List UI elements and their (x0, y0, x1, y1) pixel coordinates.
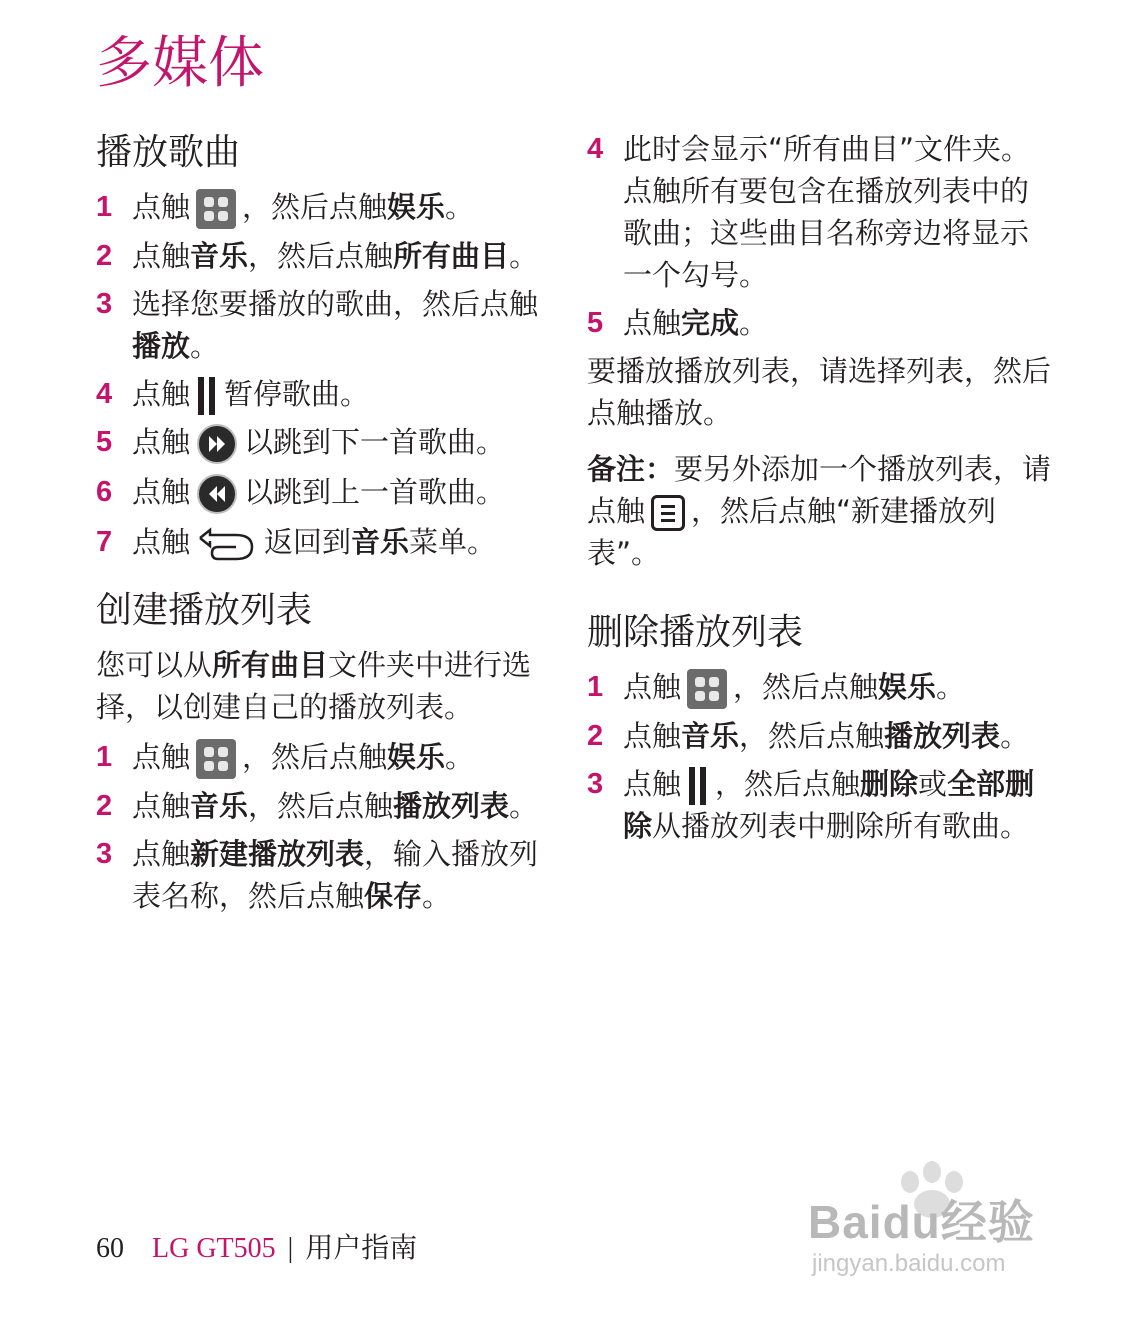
step-text: 或 (918, 767, 948, 801)
step-text: 以跳到下一首歌曲。 (244, 425, 506, 459)
step-text: 暂停歌曲。 (224, 377, 370, 411)
step-2 (96, 235, 566, 277)
note-text: 要另外添加一个播放列表，请点触 (587, 452, 1052, 528)
pause-icon (196, 377, 218, 415)
step-number: 5 (587, 307, 604, 339)
step-text: ，然后点触 (248, 789, 394, 823)
step-number: 1 (96, 741, 113, 773)
step-bold-text: 播放列表 (393, 789, 510, 823)
step-1 (96, 736, 566, 779)
watermark-logo: Baidu经验 (808, 1196, 1035, 1248)
step-text: 点触 (132, 740, 191, 774)
step-text: 。 (422, 879, 452, 913)
apps-grid-icon (196, 189, 236, 229)
step-text: ，然后点触 (715, 767, 861, 801)
right-column (587, 128, 1057, 853)
step-number: 4 (587, 133, 604, 165)
step-text: 点触 (623, 670, 682, 704)
apps-grid-icon (687, 669, 727, 709)
step-bold-text: 音乐 (190, 239, 249, 273)
step-text: 以跳到上一首歌曲。 (244, 475, 506, 509)
intro-bold-text: 所有曲目 (212, 648, 329, 682)
step-4 (587, 128, 1057, 296)
step-text: 。 (509, 239, 539, 273)
step-text: 点触 (132, 475, 191, 509)
step-text: 点触 (623, 767, 682, 801)
step-bold-text: 播放 (132, 329, 191, 363)
step-number: 2 (96, 790, 113, 822)
step-1 (587, 666, 1057, 709)
step-number: 1 (96, 191, 113, 223)
step-3 (587, 763, 1057, 847)
menu-icon (651, 495, 685, 531)
step-bold-text: 娱乐 (387, 190, 446, 224)
step-number: 5 (96, 426, 113, 458)
step-7 (96, 521, 566, 564)
back-icon (196, 524, 258, 564)
section-heading-create-playlist: 创建播放列表 (96, 590, 313, 631)
watermark-url: jingyan.baidu.com (812, 1250, 1006, 1277)
note-text: ，然后点触“新建播放列表”。 (587, 494, 997, 570)
step-text: 点触 (132, 837, 191, 871)
step-bold-text: 娱乐 (387, 740, 446, 774)
step-bold-text: 音乐 (681, 719, 740, 753)
step-1 (96, 186, 566, 229)
step-text: 点触 (132, 377, 191, 411)
step-bold-text: 娱乐 (878, 670, 937, 704)
step-text: 点触 (623, 719, 682, 753)
step-text: 此时会显示“所有曲目”文件夹。 点触所有要包含在播放列表中的歌曲；这些曲目名称旁边将显示一个勾号。 (623, 132, 1031, 292)
apps-grid-icon (196, 739, 236, 779)
step-bold-text: 音乐 (351, 525, 410, 559)
step-text: 。 (739, 306, 769, 340)
section-heading-play-songs: 播放歌曲 (96, 132, 241, 173)
step-number: 3 (587, 768, 604, 800)
step-bold-text: 全部删除 (623, 767, 1035, 843)
step-number: 3 (96, 838, 113, 870)
step-3 (96, 283, 566, 367)
step-number: 3 (96, 288, 113, 320)
step-number: 7 (96, 526, 113, 558)
step-text: 。 (445, 740, 475, 774)
step-bold-text: 完成 (681, 306, 740, 340)
step-bold-text: 保存 (364, 879, 423, 913)
step-text: ，然后点触 (739, 719, 885, 753)
step-text: 。 (445, 190, 475, 224)
step-text: 。 (1000, 719, 1030, 753)
previous-track-icon (196, 473, 238, 515)
step-bold-text: 所有曲目 (393, 239, 510, 273)
step-text: 点触 (132, 525, 191, 559)
step-bold-text: 删除 (860, 767, 919, 801)
step-number: 4 (96, 378, 113, 410)
section-heading-delete-playlist: 删除播放列表 (587, 612, 804, 653)
left-column (96, 128, 566, 923)
footer-brand: LG GT505 (152, 1233, 276, 1264)
step-text: ，然后点触 (242, 740, 388, 774)
footer (96, 1226, 417, 1266)
step-text: 点触 (132, 190, 191, 224)
step-5 (96, 421, 566, 465)
next-track-icon (196, 423, 238, 465)
step-bold-text: 音乐 (190, 789, 249, 823)
step-number: 6 (96, 476, 113, 508)
step-number: 1 (587, 671, 604, 703)
play-playlist-paragraph: 要播放播放列表，请选择列表，然后点触播放。 (587, 354, 1052, 430)
page-title: 多媒体 (96, 31, 264, 96)
step-6 (96, 471, 566, 515)
step-2 (587, 715, 1057, 757)
step-text: 点触 (132, 425, 191, 459)
page-number: 60 (96, 1233, 124, 1264)
step-text: ，然后点触 (242, 190, 388, 224)
footer-guide: 用户指南 (305, 1231, 418, 1264)
step-bold-text: 新建播放列表 (190, 837, 365, 871)
intro-paragraph (96, 644, 566, 728)
step-text: 从播放列表中删除所有歌曲。 (652, 809, 1030, 843)
intro-text: 您可以从 (96, 648, 213, 682)
pause-icon (687, 767, 709, 805)
footer-separator: | (287, 1233, 294, 1264)
step-2 (96, 785, 566, 827)
step-number: 2 (96, 240, 113, 272)
step-4 (96, 373, 566, 415)
step-text: 返回到 (264, 525, 352, 559)
step-text: 。 (509, 789, 539, 823)
step-text: 。 (936, 670, 966, 704)
step-number: 2 (587, 720, 604, 752)
step-text: 选择您要播放的歌曲，然后点触 (132, 287, 539, 321)
step-5 (587, 302, 1057, 344)
intro-text: 文件夹中进行选择，以创建自己的播放列表。 (96, 648, 532, 724)
note-label: 备注： (587, 452, 675, 486)
step-text: ，然后点触 (733, 670, 879, 704)
note-paragraph (587, 448, 1057, 574)
step-text: 点触 (132, 789, 191, 823)
step-text: ，输入播放列表名称，然后点触 (132, 837, 539, 913)
step-text: 点触 (132, 239, 191, 273)
step-bold-text: 播放列表 (884, 719, 1001, 753)
step-text: 菜单。 (409, 525, 497, 559)
step-text: ，然后点触 (248, 239, 394, 273)
step-text: 点触 (623, 306, 682, 340)
step-text: 。 (190, 329, 220, 363)
step-3 (96, 833, 566, 917)
